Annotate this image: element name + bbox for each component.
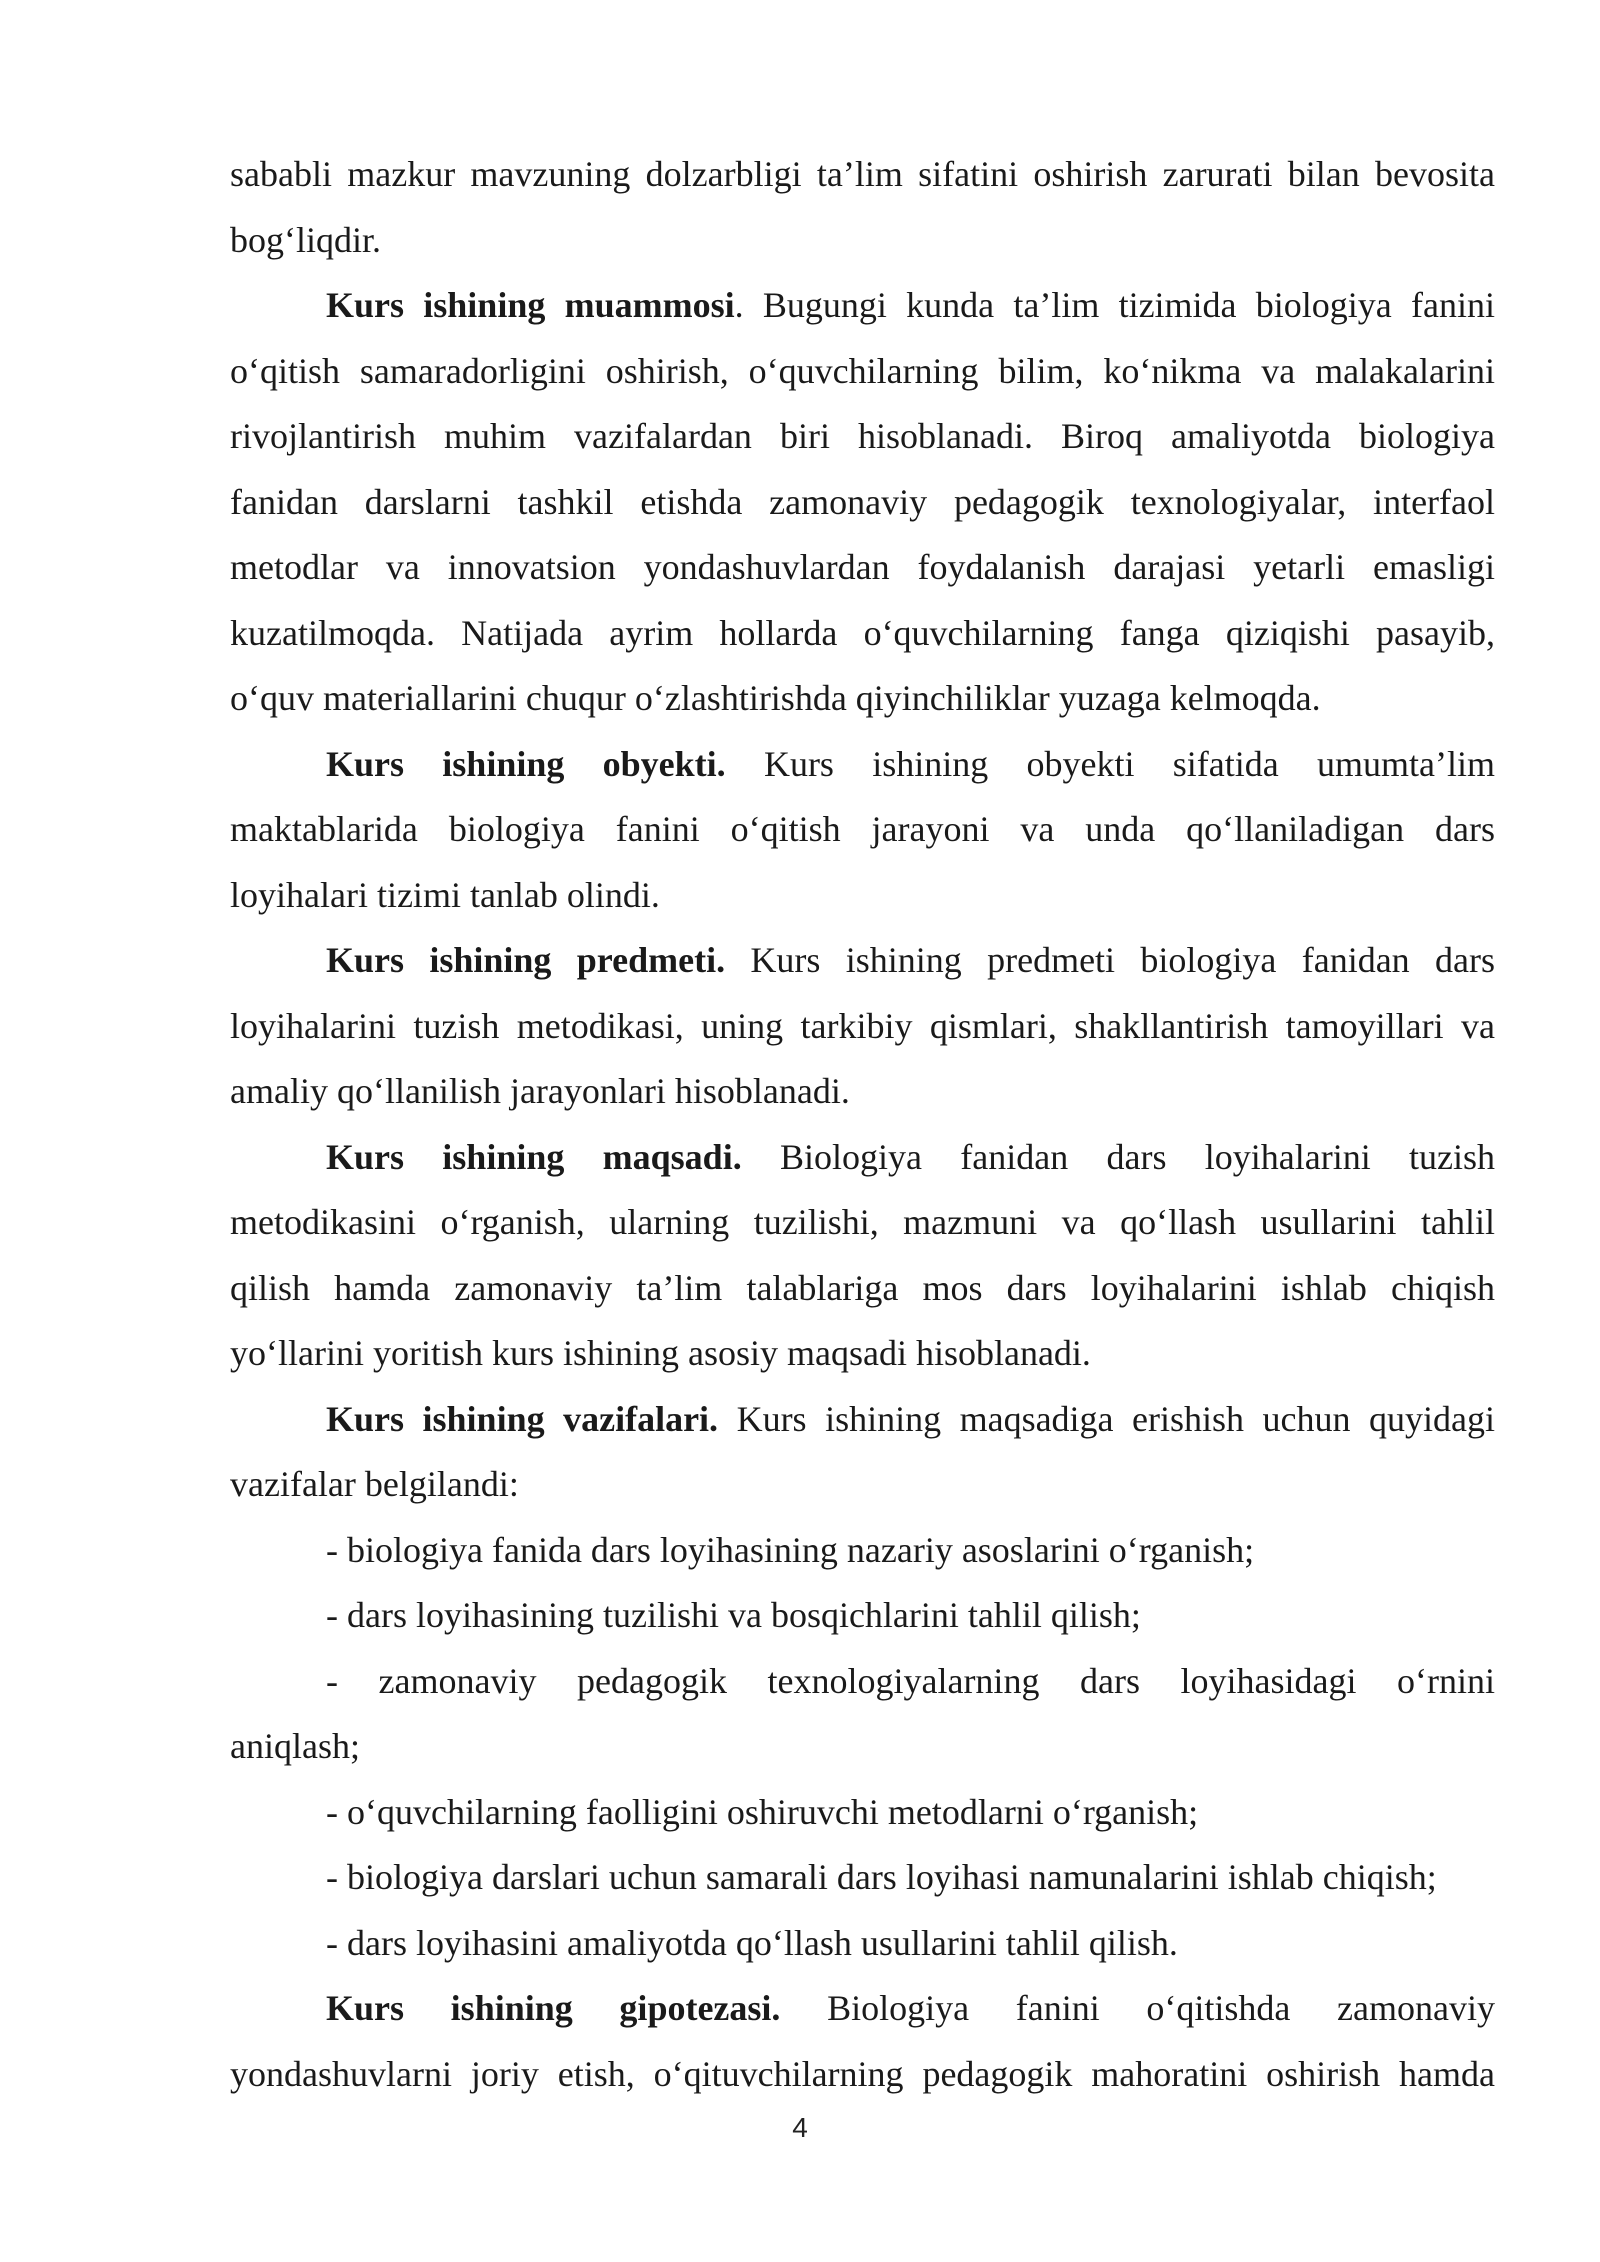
- section-heading: Kurs ishining maqsadi.: [326, 1136, 742, 1177]
- text-line: bog‘liqdir.: [230, 219, 381, 260]
- section-heading: Kurs ishining predmeti.: [326, 940, 726, 980]
- text-line: yondashuvlarni joriy etish, o‘qituvchilarning pedagogik mahoratini oshirish hamda: [230, 2053, 1495, 2094]
- document-page: [230, 142, 1495, 2107]
- section-muammosi: Kurs ishining muammosi. Bugungi kunda ta’lim tizimida biologiya fanini: [326, 285, 1495, 325]
- text-line: fanidan darslarni tashkil etishda zamonaviy pedagogik texnologiyalar, interfaol: [230, 481, 1495, 522]
- text-line: rivojlantirish muhim vazifalardan biri hisoblanadi. Biroq amaliyotda biologiya: [230, 416, 1495, 456]
- text-line: loyihalari tizimi tanlab olindi.: [230, 874, 660, 915]
- text-line: kuzatilmoqda. Natijada ayrim hollarda o‘quvchilarning fanga qiziqishi pasayib,: [230, 612, 1495, 653]
- section-heading: Kurs ishining vazifalari.: [326, 1398, 719, 1439]
- list-item: - dars loyihasining tuzilishi va bosqichlarini tahlil qilish;: [326, 1595, 1141, 1635]
- list-item: - zamonaviy pedagogik texnologiyalarning dars loyihasidagi o‘rnini: [326, 1660, 1495, 1701]
- page-number: 4: [792, 2112, 808, 2143]
- text-line: maktablarida biologiya fanini o‘qitish jarayoni va unda qo‘llaniladigan dars: [230, 809, 1495, 849]
- text-line: o‘qitish samaradorligini oshirish, o‘quvchilarning bilim, ko‘nikma va malakalarini: [230, 350, 1495, 391]
- section-obyekti: Kurs ishining obyekti. Kurs ishining obyekti sifatida umumta’lim: [326, 743, 1496, 784]
- list-item: - biologiya fanida dars loyihasining nazariy asoslarini o‘rganish;: [326, 1529, 1255, 1570]
- text-line: o‘quv materiallarini chuqur o‘zlashtirishda qiyinchiliklar yuzaga kelmoqda.: [230, 678, 1321, 718]
- text-line: metodlar va innovatsion yondashuvlardan foydalanish darajasi yetarli emasligi: [230, 547, 1495, 587]
- text-line: metodikasini o‘rganish, ularning tuzilishi, mazmuni va qo‘llash usullarini tahlil: [230, 1202, 1495, 1242]
- text-line: yo‘llarini yoritish kurs ishining asosiy maqsadi hisoblanadi.: [230, 1333, 1091, 1373]
- text-line: amaliy qo‘llanilish jarayonlari hisoblanadi.: [230, 1071, 850, 1111]
- section-predmeti: Kurs ishining predmeti. Kurs ishining predmeti biologiya fanidan dars: [326, 940, 1495, 980]
- text-line: aniqlash;: [230, 1726, 360, 1766]
- section-vazifalari: Kurs ishining vazifalari. Kurs ishining maqsadiga erishish uchun quyidagi: [326, 1398, 1495, 1439]
- text-line: vazifalar belgilandi:: [230, 1464, 519, 1504]
- list-item: - dars loyihasini amaliyotda qo‘llash usullarini tahlil qilish.: [326, 1922, 1178, 1963]
- text-line: qilish hamda zamonaviy ta’lim talablariga mos dars loyihalarini ishlab chiqish: [230, 1267, 1495, 1308]
- text-line: loyihalarini tuzish metodikasi, uning tarkibiy qismlari, shakllantirish tamoyillari va: [230, 1005, 1495, 1046]
- list-item: - biologiya darslari uchun samarali dars loyihasi namunalarini ishlab chiqish;: [326, 1857, 1437, 1897]
- section-heading: Kurs ishining gipotezasi.: [326, 1988, 781, 2028]
- text-line: sababli mazkur mavzuning dolzarbligi ta’lim sifatini oshirish zarurati bilan bevosita: [230, 154, 1495, 194]
- section-heading: Kurs ishining muammosi: [326, 285, 735, 325]
- section-maqsadi: Kurs ishining maqsadi. Biologiya fanidan dars loyihalarini tuzish: [326, 1136, 1495, 1177]
- section-gipotezasi: Kurs ishining gipotezasi. Biologiya fanini o‘qitishda zamonaviy: [326, 1988, 1495, 2028]
- section-heading: Kurs ishining obyekti.: [326, 743, 726, 784]
- list-item: - o‘quvchilarning faolligini oshiruvchi metodlarni o‘rganish;: [326, 1791, 1199, 1832]
